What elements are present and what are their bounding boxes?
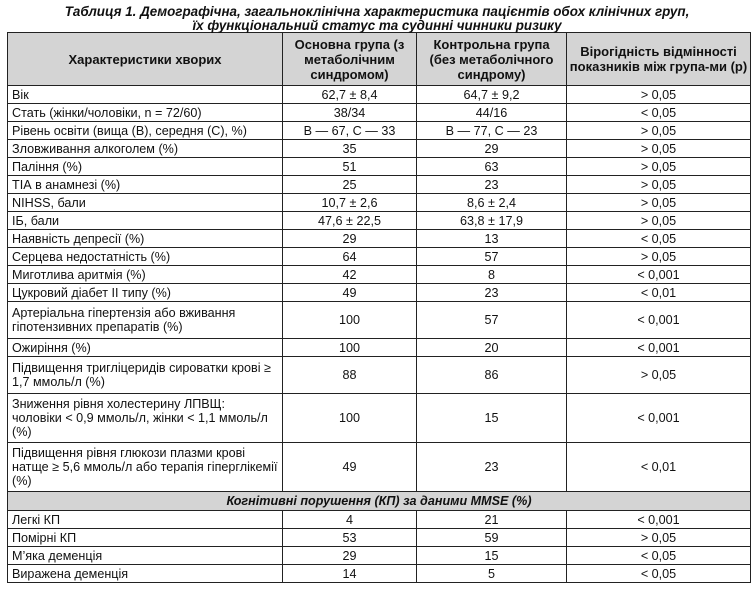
main-group-value: 100 <box>283 339 417 357</box>
p-value: > 0,05 <box>567 86 751 104</box>
main-group-value: 51 <box>283 158 417 176</box>
p-value: < 0,001 <box>567 394 751 443</box>
control-group-value: 86 <box>417 357 567 394</box>
row-label: Наявність депресії (%) <box>8 230 283 248</box>
control-group-value: 8,6 ± 2,4 <box>417 194 567 212</box>
row-label: М’яка деменція <box>8 547 283 565</box>
patient-characteristics-table <box>7 32 751 583</box>
table-row <box>8 176 751 194</box>
table-row <box>8 158 751 176</box>
table-row <box>8 86 751 104</box>
table-row <box>8 339 751 357</box>
main-group-value: 25 <box>283 176 417 194</box>
row-label: Артеріальна гіпертензія або вживання гіпотензивних препаратів (%) <box>8 302 283 339</box>
row-label: Миготлива аритмія (%) <box>8 266 283 284</box>
table-row <box>8 529 751 547</box>
main-group-value: 38/34 <box>283 104 417 122</box>
p-value: > 0,05 <box>567 529 751 547</box>
table-caption-line2: їх функціональний статус та судинні чинники ризику <box>192 18 562 33</box>
control-group-value: 21 <box>417 511 567 529</box>
control-group-value: 63 <box>417 158 567 176</box>
row-label: ТІА в анамнезі (%) <box>8 176 283 194</box>
p-value: < 0,001 <box>567 302 751 339</box>
row-label: Рівень освіти (вища (В), середня (С), %) <box>8 122 283 140</box>
header-row <box>8 33 751 86</box>
section-title: Когнітивні порушення (КП) за даними MMSE (%) <box>8 492 751 511</box>
p-value: < 0,05 <box>567 230 751 248</box>
header-p-value: Вірогідність відмінності показників між група-ми (р) <box>567 33 751 86</box>
main-group-value: 29 <box>283 547 417 565</box>
table-row <box>8 140 751 158</box>
control-group-value: 57 <box>417 248 567 266</box>
table-row <box>8 194 751 212</box>
p-value: > 0,05 <box>567 212 751 230</box>
main-group-value: 4 <box>283 511 417 529</box>
table-row <box>8 266 751 284</box>
table-row <box>8 394 751 443</box>
control-group-value: 23 <box>417 176 567 194</box>
p-value: > 0,05 <box>567 176 751 194</box>
table-row <box>8 230 751 248</box>
control-group-value: 20 <box>417 339 567 357</box>
row-label: Стать (жінки/чоловіки, n = 72/60) <box>8 104 283 122</box>
row-label: Зниження рівня холестерину ЛПВЩ: чоловіки < 0,9 ммоль/л, жінки < 1,1 ммоль/л (%) <box>8 394 283 443</box>
table-row <box>8 122 751 140</box>
main-group-value: 10,7 ± 2,6 <box>283 194 417 212</box>
control-group-value: 15 <box>417 547 567 565</box>
main-group-value: 42 <box>283 266 417 284</box>
control-group-value: 59 <box>417 529 567 547</box>
table-row <box>8 248 751 266</box>
table-row <box>8 511 751 529</box>
main-group-value: 100 <box>283 394 417 443</box>
main-group-value: 14 <box>283 565 417 583</box>
row-label: Вік <box>8 86 283 104</box>
control-group-value: 15 <box>417 394 567 443</box>
control-group-value: 44/16 <box>417 104 567 122</box>
control-group-value: 5 <box>417 565 567 583</box>
p-value: < 0,01 <box>567 284 751 302</box>
p-value: < 0,001 <box>567 339 751 357</box>
main-group-value: 100 <box>283 302 417 339</box>
p-value: > 0,05 <box>567 357 751 394</box>
p-value: > 0,05 <box>567 140 751 158</box>
table-caption <box>0 0 754 32</box>
main-group-value: 49 <box>283 284 417 302</box>
control-group-value: 64,7 ± 9,2 <box>417 86 567 104</box>
p-value: > 0,05 <box>567 122 751 140</box>
control-group-value: 29 <box>417 140 567 158</box>
table-caption-line1: Таблиця 1. Демографічна, загальноклінічна характеристика пацієнтів обох клінічних груп, <box>64 4 690 19</box>
row-label: Помірні КП <box>8 529 283 547</box>
table-row <box>8 357 751 394</box>
row-label: Підвищення тригліцеридів сироватки крові ≥ 1,7 ммоль/л (%) <box>8 357 283 394</box>
table-row <box>8 302 751 339</box>
main-group-value: 49 <box>283 443 417 492</box>
table-row <box>8 212 751 230</box>
row-label: Серцева недостатність (%) <box>8 248 283 266</box>
row-label: ІБ, бали <box>8 212 283 230</box>
p-value: > 0,05 <box>567 158 751 176</box>
row-label: Підвищення рівня глюкози плазми крові натще ≥ 5,6 ммоль/л або терапія гіперглікемії (%) <box>8 443 283 492</box>
main-group-value: В — 67, С — 33 <box>283 122 417 140</box>
p-value: < 0,001 <box>567 511 751 529</box>
header-main-group: Основна група (з метаболічним синдромом) <box>283 33 417 86</box>
table-body <box>8 86 751 583</box>
control-group-value: 23 <box>417 284 567 302</box>
row-label: NIHSS, бали <box>8 194 283 212</box>
control-group-value: 13 <box>417 230 567 248</box>
row-label: Зловживання алкоголем (%) <box>8 140 283 158</box>
row-label: Виражена деменція <box>8 565 283 583</box>
header-control-group: Контрольна група (без метаболічного синдрому) <box>417 33 567 86</box>
control-group-value: В — 77, С — 23 <box>417 122 567 140</box>
main-group-value: 29 <box>283 230 417 248</box>
p-value: < 0,05 <box>567 547 751 565</box>
p-value: < 0,05 <box>567 565 751 583</box>
table-row <box>8 547 751 565</box>
main-group-value: 35 <box>283 140 417 158</box>
row-label: Легкі КП <box>8 511 283 529</box>
section-row <box>8 492 751 511</box>
p-value: < 0,01 <box>567 443 751 492</box>
main-group-value: 47,6 ± 22,5 <box>283 212 417 230</box>
row-label: Паління (%) <box>8 158 283 176</box>
row-label: Цукровий діабет ІІ типу (%) <box>8 284 283 302</box>
main-group-value: 88 <box>283 357 417 394</box>
table-row <box>8 443 751 492</box>
table-row <box>8 284 751 302</box>
control-group-value: 63,8 ± 17,9 <box>417 212 567 230</box>
p-value: < 0,001 <box>567 266 751 284</box>
table-row <box>8 104 751 122</box>
main-group-value: 53 <box>283 529 417 547</box>
header-characteristics: Характеристики хворих <box>8 33 283 86</box>
control-group-value: 57 <box>417 302 567 339</box>
control-group-value: 8 <box>417 266 567 284</box>
p-value: > 0,05 <box>567 194 751 212</box>
p-value: > 0,05 <box>567 248 751 266</box>
control-group-value: 23 <box>417 443 567 492</box>
main-group-value: 64 <box>283 248 417 266</box>
row-label: Ожиріння (%) <box>8 339 283 357</box>
table-row <box>8 565 751 583</box>
main-group-value: 62,7 ± 8,4 <box>283 86 417 104</box>
p-value: < 0,05 <box>567 104 751 122</box>
